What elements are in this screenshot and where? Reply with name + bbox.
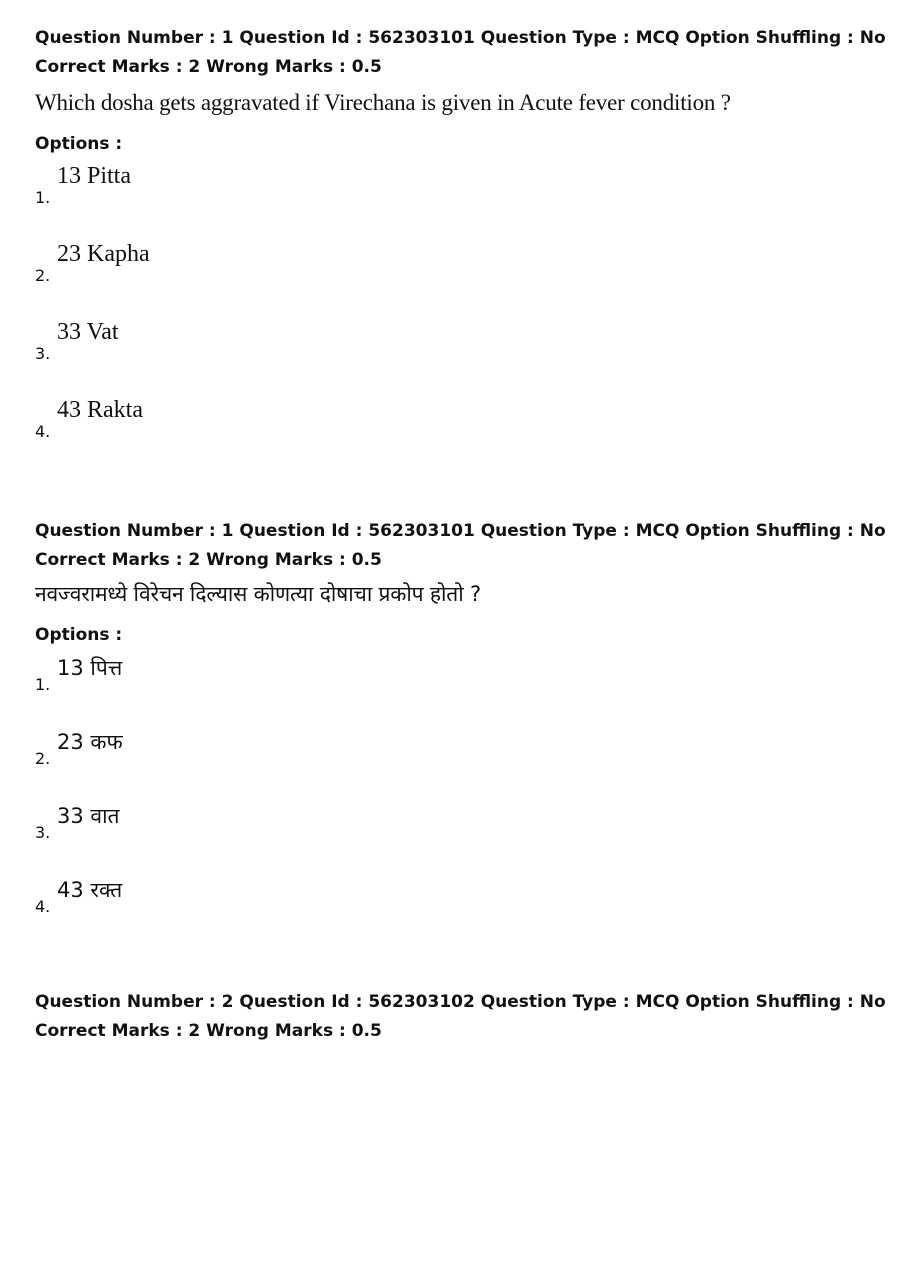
options-label: Options : <box>35 625 123 645</box>
question-meta-line: Question Number : 1 Question Id : 562303101 Question Type : MCQ Option Shuffling : No <box>35 28 886 48</box>
question-text: Which dosha gets aggravated if Virechana is given in Acute fever condition ? <box>35 90 731 115</box>
option-number: 3. <box>35 344 51 363</box>
option-number: 2. <box>35 266 51 285</box>
option-text: 33 वात <box>57 804 120 828</box>
question-block-1-english <box>35 24 886 471</box>
option-text: 13 पित्त <box>57 656 123 680</box>
option-number: 4. <box>35 897 51 916</box>
option-item <box>35 393 880 471</box>
option-item <box>35 798 880 872</box>
question-meta-line: Question Number : 2 Question Id : 562303102 Question Type : MCQ Option Shuffling : No <box>35 992 886 1012</box>
option-item <box>35 872 880 946</box>
option-number: 1. <box>35 675 51 694</box>
option-text: 13 Pitta <box>57 163 132 189</box>
option-number: 4. <box>35 422 51 441</box>
option-text: 43 रक्त <box>57 878 123 902</box>
option-text: 23 कफ <box>57 730 123 754</box>
option-item <box>35 237 880 315</box>
option-item <box>35 724 880 798</box>
options-list <box>35 159 880 471</box>
option-item <box>35 159 880 237</box>
marks-meta-line: Correct Marks : 2 Wrong Marks : 0.5 <box>35 57 382 77</box>
marks-meta-line: Correct Marks : 2 Wrong Marks : 0.5 <box>35 1021 382 1041</box>
question-block-1-marathi <box>35 517 886 946</box>
option-item <box>35 315 880 393</box>
options-label: Options : <box>35 134 123 154</box>
option-text: 43 Rakta <box>57 397 143 423</box>
question-meta-line: Question Number : 1 Question Id : 562303101 Question Type : MCQ Option Shuffling : No <box>35 521 886 541</box>
option-text: 33 Vat <box>57 319 119 345</box>
option-number: 1. <box>35 188 51 207</box>
options-list <box>35 650 880 946</box>
marks-meta-line: Correct Marks : 2 Wrong Marks : 0.5 <box>35 550 382 570</box>
option-text: 23 Kapha <box>57 241 150 267</box>
question-text: नवज्वरामध्ये विरेचन दिल्यास कोणत्या दोषाचा प्रकोप होतो ? <box>35 582 481 606</box>
option-number: 2. <box>35 749 51 768</box>
option-number: 3. <box>35 823 51 842</box>
question-block-2 <box>35 988 886 1046</box>
option-item <box>35 650 880 724</box>
